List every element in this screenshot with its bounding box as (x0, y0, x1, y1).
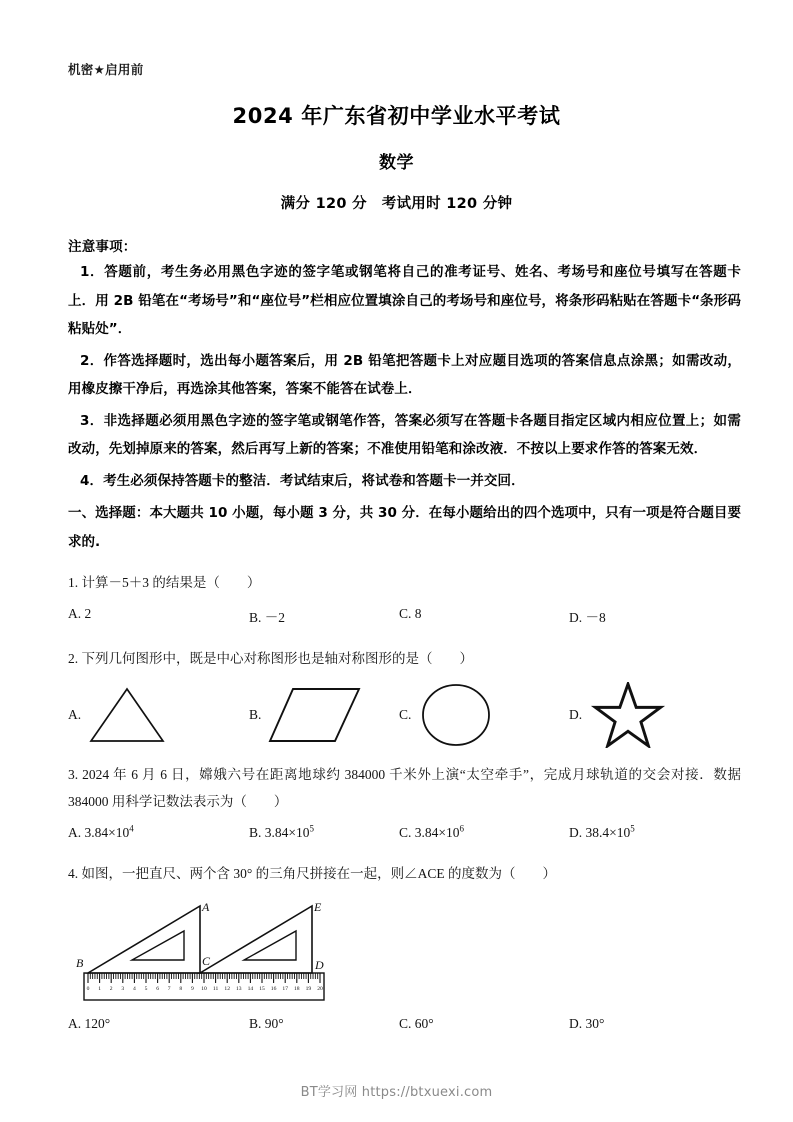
ruler-tick-label: 12 (224, 986, 230, 992)
option-label: D. (569, 1016, 583, 1031)
option-label: D. (569, 610, 583, 625)
ruler-tick-label: 16 (270, 986, 277, 992)
option-label: C. (399, 606, 412, 621)
ruler-tick-label: 8 (179, 986, 183, 992)
secret-mark: 机密★启用前 (68, 62, 144, 77)
notice-item-2-text: 2．作答选择题时，选出每小题答案后，用 2B 铅笔把答题卡上对应题目选项的答案信息点涂黑；如需改动，用橡皮擦干净后，再选涂其他答案，答案不能答在试卷上． (68, 352, 741, 397)
notice-item-3-text: 3．非选择题必须用黑色字迹的签字笔或钢笔作答，答案必须写在答题卡各题目指定区域内相应位置上；如需改动，先划掉原来的答案，然后再写上新的答案；不准使用铅笔和涂改液．不按以上要求作答的答案无效． (68, 412, 741, 457)
question-2-option-c[interactable] (399, 678, 495, 752)
subject-title: 数学 (379, 153, 414, 173)
question-2-option-d[interactable] (569, 678, 668, 752)
option-label: C. (399, 707, 412, 722)
option-label: A. (68, 606, 82, 621)
option-label: C. (399, 1016, 412, 1031)
ruler-tick-label: 9 (191, 986, 194, 992)
ruler-tick-label: 3 (121, 986, 125, 992)
vertex-label-c: C (202, 954, 211, 968)
vertex-label-b: B (76, 956, 84, 970)
question-1-option-b[interactable] (249, 606, 285, 626)
question-4-option-d[interactable] (569, 1016, 604, 1032)
ruler-tick-label: 2 (109, 986, 113, 992)
vertex-label-d: D (315, 958, 324, 972)
option-value: 120° (84, 1016, 111, 1031)
circle-shape (417, 682, 495, 748)
ruler-and-triangles-figure (74, 893, 394, 1001)
question-4-option-a[interactable] (68, 1016, 110, 1032)
question-3-options (68, 825, 741, 851)
footer-watermark: BT学习网 https://btxuexi.com (300, 1085, 493, 1100)
paper-content (68, 235, 741, 1042)
option-label: B. (249, 610, 262, 625)
option-value: 60° (414, 1016, 434, 1031)
option-exponent: 4 (129, 823, 134, 834)
question-4-stem: 4. 如图，一把直尺、两个含 30° 的三角尺拼接在一起，则∠ACE 的度数为（ ） (68, 866, 557, 881)
ruler-tick-label: 13 (236, 986, 242, 992)
option-value: 90° (264, 1016, 284, 1031)
ruler-tick-label: 0 (86, 986, 90, 992)
notice-item-2 (68, 347, 741, 404)
option-value: 3.84×10 (84, 825, 130, 840)
ruler-tick-label: 19 (305, 986, 312, 992)
option-label: A. (68, 1016, 82, 1031)
option-value: 8 (414, 606, 422, 621)
page-title: 2024 年广东省初中学业水平考试 (232, 104, 561, 128)
question-2-option-b[interactable] (249, 678, 363, 752)
question-3-option-c[interactable] (399, 825, 464, 841)
question-3-option-b[interactable] (249, 825, 314, 841)
option-value: 3.84×10 (264, 825, 310, 840)
option-exponent: 6 (459, 823, 465, 834)
option-label: A. (68, 825, 82, 840)
ruler-tick-label: 18 (294, 986, 300, 992)
option-label: B. (249, 707, 262, 722)
option-value: 2 (84, 606, 92, 621)
question-4-options (68, 1016, 741, 1042)
question-3-option-d[interactable] (569, 825, 635, 841)
question-4-figure (74, 893, 741, 1006)
ruler-tick-label: 1 (98, 986, 101, 992)
option-label: D. (569, 825, 583, 840)
section-heading-choice: 一、选择题：本大题共 10 小题，每小题 3 分，共 30 分．在每小题给出的四个选项中，只有一项是符合题目要求的. (68, 505, 741, 550)
ruler-tick-label: 11 (212, 986, 219, 992)
option-label: A. (68, 707, 82, 722)
notice-item-4-text: 4．考生必须保持答题卡的整洁．考试结束后，将试卷和答题卡一并交回． (80, 472, 525, 489)
question-2-options (68, 678, 741, 752)
star-shape (588, 682, 668, 748)
option-label: D. (569, 707, 583, 722)
option-label: B. (249, 825, 262, 840)
question-1-option-a[interactable] (68, 606, 91, 622)
ruler-tick-label: 15 (259, 986, 265, 992)
option-exponent: 5 (630, 823, 635, 834)
ruler-tick-label: 4 (133, 986, 136, 992)
ruler-tick-label: 10 (201, 986, 207, 992)
notice-item-4 (68, 467, 741, 496)
ruler-tick-label: 14 (247, 986, 254, 992)
question-1-stem: 1. 计算－5＋3 的结果是（ ） (68, 575, 261, 590)
option-label: B. (249, 1016, 262, 1031)
ruler-tick-label: 6 (156, 986, 159, 992)
ruler (84, 973, 324, 1000)
question-2-option-a[interactable] (68, 678, 167, 752)
ruler-tick-label: 7 (167, 986, 171, 992)
question-4-option-c[interactable] (399, 1016, 434, 1032)
question-2-stem: 2. 下列几何图形中，既是中心对称图形也是轴对称图形的是（ ） (68, 651, 473, 666)
left-triangle (88, 906, 200, 973)
ruler-tick-label: 17 (282, 986, 288, 992)
option-value: －2 (264, 610, 286, 625)
question-3-option-a[interactable] (68, 825, 134, 841)
vertex-label-a: A (202, 900, 210, 914)
parallelogram-shape (267, 684, 363, 746)
option-value: 3.84×10 (414, 825, 460, 840)
option-value: 30° (585, 1016, 605, 1031)
option-value: －8 (585, 610, 606, 625)
ruler-tick-label: 5 (144, 986, 148, 992)
question-1-option-d[interactable] (569, 606, 606, 626)
exam-meta: 满分 120 分 考试用时 120 分钟 (280, 196, 513, 212)
right-triangle (200, 906, 312, 973)
notice-item-3 (68, 407, 741, 464)
option-label: C. (399, 825, 412, 840)
question-1-option-c[interactable] (399, 606, 422, 622)
ruler-tick-label: 20 (317, 986, 323, 992)
option-exponent: 5 (309, 823, 315, 834)
notice-heading: 注意事项： (68, 239, 137, 255)
triangle-shape (87, 684, 167, 746)
notice-item-1-text: 1．答题前，考生务必用黑色字迹的签字笔或钢笔将自己的准考证号、姓名、考场号和座位号填写在答题卡上．用 2B 铅笔在“考场号”和“座位号”栏相应位置填涂自己的考场号和座位号，将条形码粘贴在答题卡“条形码粘贴处”． (68, 264, 741, 337)
question-4-option-b[interactable] (249, 1016, 284, 1032)
question-1-options (68, 606, 741, 632)
vertex-label-e: E (314, 900, 322, 914)
notice-item-1 (68, 258, 741, 344)
option-value: 38.4×10 (585, 825, 631, 840)
question-3-stem: 3. 2024 年 6 月 6 日，嫦娥六号在距离地球约 384000 千米外上演“太空牵手”，完成月球轨道的交会对接．数据 384000 用科学记数法表示为（ ） (68, 767, 741, 809)
